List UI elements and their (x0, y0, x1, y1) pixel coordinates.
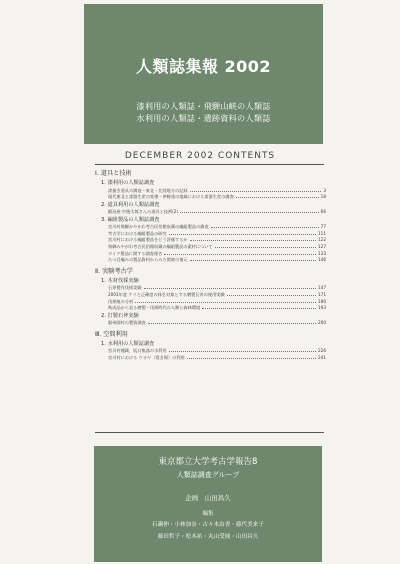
colophon-block (94, 446, 322, 562)
toc-entry-title: Ⅱ. 実験考古学 (95, 267, 133, 275)
toc-entry-title: 2001年度 ケリと正確度の体を対象とする磨製石斧の使用実験 (108, 291, 225, 297)
toc-page-number: 18 (320, 194, 326, 200)
toc-entry-title: 秋成品から見る磨製・伐採時代の人類と森林環境 (108, 305, 201, 311)
cover-title-block (84, 4, 323, 144)
toc-leader-dots (211, 227, 319, 228)
toc-entry-title: 鍛冶屋 中後太郎さんの道具と技術(2) (108, 209, 179, 215)
toc-entry-title: 1. 漆利用の人類誌調査 (101, 180, 155, 186)
toc-leader-dots (164, 254, 316, 255)
toc-entry-title: 2. 道具利用の人類誌調査 (101, 201, 160, 208)
toc-page-number: 226 (318, 348, 326, 354)
toc-section-heading (95, 168, 326, 179)
toc-page-number: 66 (320, 209, 326, 215)
toc-page-number: 122 (318, 237, 326, 243)
toc-entry (95, 320, 326, 327)
toc-page-number: 133 (318, 250, 326, 256)
toc-leader-dots (227, 295, 316, 296)
toc-entry-title: Ⅲ. 空間利用 (95, 330, 128, 338)
toc-entry (95, 231, 326, 238)
journal-subtitle-1: 漆利用の人類誌・飛騨山峡の人類誌 (136, 101, 271, 111)
toc-leader-dots (169, 351, 316, 352)
toc-entry (95, 355, 326, 362)
toc-entry-title: 磐州園村の製資調査 (108, 320, 146, 326)
toc-entry (95, 194, 326, 201)
contents-divider-bottom (95, 432, 324, 433)
toc-page-number: 3 (323, 187, 326, 193)
toc-page-number: 171 (318, 291, 326, 297)
toc-entry (95, 257, 326, 264)
toc-entry (95, 299, 326, 306)
toc-entry-title: 飛騨みやがわ考古民俗館収蔵の編組製品の素材について (108, 244, 213, 250)
toc-leader-dots (215, 247, 316, 248)
toc-subsection-heading (95, 277, 326, 286)
toc-page-number: 111 (318, 230, 326, 236)
contents-divider-top (95, 164, 324, 165)
toc-leader-dots (144, 288, 316, 289)
toc-entry (95, 209, 326, 216)
toc-entry-title: 1. 水利用の人類誌調査 (101, 340, 155, 347)
toc-entry-title: 宮川村における ウオヤ（堤き場）の利用 (108, 354, 185, 360)
toc-leader-dots (148, 323, 316, 324)
editors-line-2: 藤田哲子・松本祐・丸山受純・山田昌久 (157, 534, 259, 540)
toc-leader-dots (135, 302, 316, 303)
toc-entry (95, 188, 326, 195)
toc-leader-dots (180, 212, 319, 213)
toc-entry-title: 宮川村種蔵、坂口集落の水利用 (108, 348, 167, 354)
journal-subtitle-2: 水利用の人類誌・遺跡資料の人類誌 (136, 113, 271, 123)
toc-entry (95, 237, 326, 244)
toc-page-number: 241 (318, 354, 326, 360)
toc-subsection-heading (95, 340, 326, 349)
toc-page-number: 190 (318, 298, 326, 304)
toc-entry-title: 現代東北と漆器生産の変遷－津軽塗の地域における漆器生産の調査 (108, 194, 234, 200)
toc-entry (95, 251, 326, 258)
toc-leader-dots (190, 240, 316, 241)
toc-leader-dots (236, 197, 319, 198)
toc-page-number: 127 (318, 244, 326, 250)
planning-credit: 企画 山田昌久 (185, 494, 231, 502)
toc-page-number: 146 (318, 257, 326, 263)
toc-entry (95, 224, 326, 231)
toc-page-number: 147 (318, 285, 326, 291)
journal-title: 人類誌集報 2002 (135, 57, 272, 76)
editors-line-1: 石瀬伸・小林加奈・古々木由香・藤代美来子 (152, 522, 264, 528)
contents-heading: DECEMBER 2002 CONTENTS (124, 151, 276, 161)
toc-page-number: 193 (318, 305, 326, 311)
toc-page-number: 77 (320, 224, 326, 230)
toc-subsection-heading (95, 201, 326, 210)
toc-entry (95, 305, 326, 312)
toc-entry-title: 考古学における編組製品の研究 (108, 230, 167, 236)
editing-label: 編集 (202, 511, 214, 517)
toc-leader-dots (190, 260, 316, 261)
table-of-contents (95, 166, 326, 362)
toc-entry (95, 348, 326, 355)
toc-leader-dots (169, 234, 316, 235)
toc-entry-title: 石斧製作伐採実験 (108, 285, 142, 291)
toc-leader-dots (202, 308, 316, 309)
toc-leader-dots (187, 358, 316, 359)
toc-leader-dots (190, 191, 322, 192)
toc-subsection-heading (95, 312, 326, 321)
toc-subsection-heading (95, 179, 326, 188)
toc-entry (95, 285, 326, 292)
toc-entry-title: Ⅰ. 道具と技術 (95, 170, 132, 177)
toc-entry-title: 2. 打製石斧実験 (101, 312, 139, 319)
toc-entry (95, 292, 326, 299)
toc-entry-title: 宮川村における編組製品をどう評価するか (108, 237, 188, 243)
toc-entry-title: 宮川村飛騨かやかわ考古民俗館収蔵の編組製品の調査 (108, 224, 209, 230)
toc-page-number: 200 (318, 320, 326, 326)
report-series: 東京都立大学考古学報告8 (158, 457, 258, 467)
toc-entry-title: 漆掻き道具の調査－東北・北陸地方の記録 (108, 187, 188, 193)
research-group: 人類誌調査グループ (176, 471, 240, 479)
toc-entry-title: タイク製品に関する調査報告 (108, 250, 163, 256)
toc-subsection-heading (95, 216, 326, 225)
toc-section-heading (95, 329, 326, 340)
toc-entry-title: 伐採痕の分析 (108, 298, 134, 304)
toc-entry-title: 1. 木材伐採実験 (101, 277, 139, 284)
toc-section-heading (95, 266, 326, 277)
toc-entry-title: 3. 編組製品の人類誌調査 (101, 216, 160, 223)
toc-entry-title: たつ目編みの製品資料からみた関東の復元 (108, 257, 188, 263)
toc-entry (95, 244, 326, 251)
